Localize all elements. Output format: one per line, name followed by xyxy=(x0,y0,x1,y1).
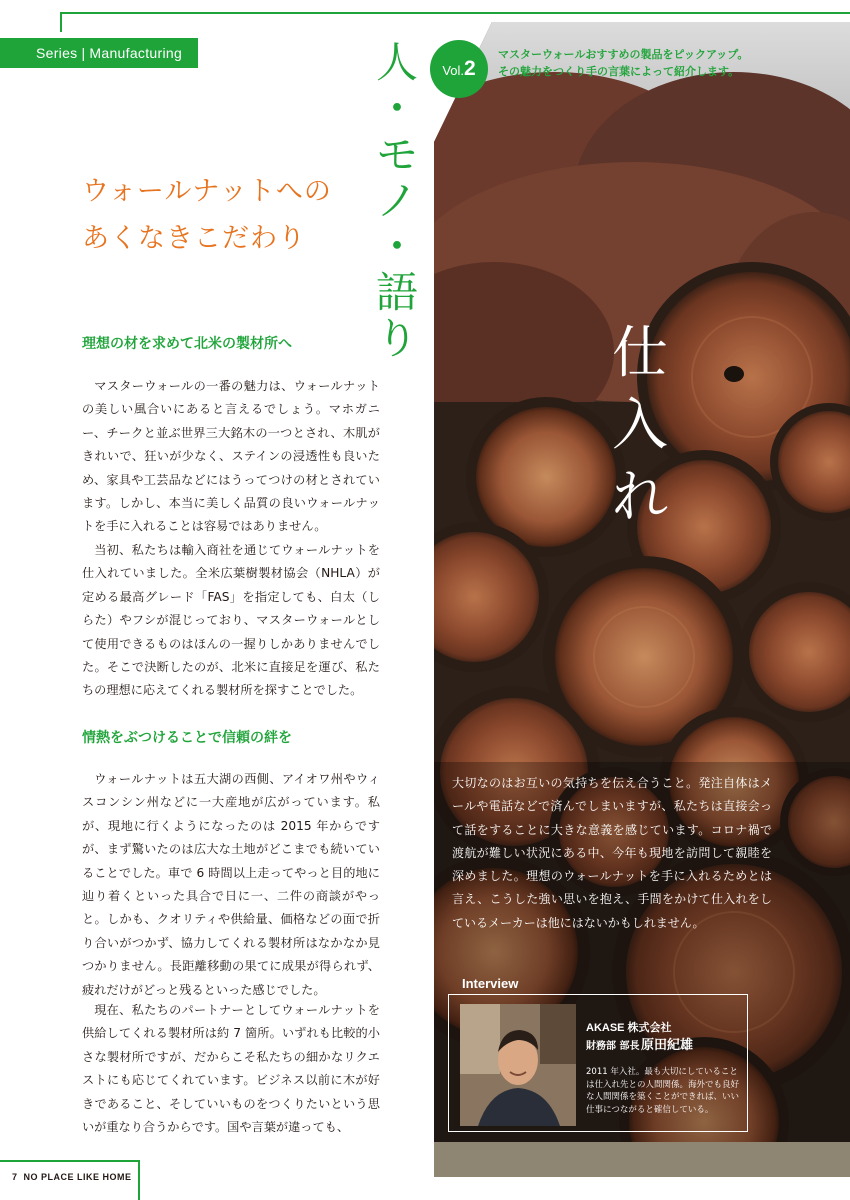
body-paragraph: マスターウォールの一番の魅力は、ウォールナットの美しい風合いにあると言えるでしょう。マホガニー、チークと並ぶ世界三大銘木の一つとされ、木肌がきれいで、狂いが少なく、ステインの浸透性も良いため、家具や工芸品などにはうってつけの材とされています。しかし、本当に美しく品質の良いウォールナットを手に入れることは容易ではありません。 xyxy=(82,379,380,534)
magazine-name: NO PLACE LIKE HOME xyxy=(23,1172,132,1182)
frame-line-bottom-vertical xyxy=(138,1160,140,1200)
section-heading: 理想の材を求めて北米の製材所へ xyxy=(82,336,292,352)
interview-label: Interview xyxy=(462,976,519,991)
body-paragraph: ウォールナットは五大湖の西側、アイオワ州やウィスコンシン州などに一大産地が広がっています。私が、現地に行くようになったのは 2015 年からですが、まず驚いたのは広大な土地がどこまでも続いていることでした。車で 6 時間以上走ってやっと目的地に辿り着くといった具合で日に一、二件の商談がやっと。しかも、クオリティや供給量、価格などの面で折り合いがつかず、協力してくれる製材所はなかなか見つかりません。長距離移動の果てに成果が得られず、疲れだけがどっと残るといった感じでした。 xyxy=(82,772,380,997)
frame-line-bottom xyxy=(0,1160,140,1162)
body-paragraph: 当初、私たちは輸入商社を通じてウォールナットを仕入れていました。全米広葉樹製材協会（NHLA）が定める最高グレード「FAS」を指定しても、白太（しらた）やフシが混じっており、マスターウォールとして使用できるものはほんの一握りしかありませんでした。そこで決断したのが、北米に直接足を運び、私たちの理想に応えてくれる製材所を探すことでした。 xyxy=(82,543,380,698)
interviewee-company: AKASE 株式会社 xyxy=(586,1022,672,1034)
page-number: 7 xyxy=(12,1172,18,1182)
page-footer xyxy=(12,1172,132,1182)
series-tab: Series | Manufacturing xyxy=(0,38,198,68)
volume-badge: Vol.2 xyxy=(430,40,488,98)
interviewee-portrait xyxy=(460,1004,576,1126)
article-headline: ウォールナットへの あくなきこだわり xyxy=(82,176,332,254)
interviewee-title: 財務部 部長 xyxy=(586,1041,640,1052)
series-category: Manufacturing xyxy=(89,45,183,61)
overlay-title: 仕 入 れ xyxy=(612,321,668,530)
vertical-title: 人 ・ モ ノ ・ 語 り xyxy=(375,38,418,363)
frame-line-left xyxy=(60,12,62,32)
frame-line-top xyxy=(60,12,850,14)
overlay-paragraph: 大切なのはお互いの気持ちを伝え合うこと。発注自体はメールや電話などで済んでしまいますが、私たちは直接会って話をすることに大きな意義を感じています。コロナ禍で渡航が難しい状況にある中、今年も現地を訪問して親睦を深めました。理想のウォールナットを手に入れるためとは言え、こうした強い思いを抱え、手間をかけて仕入れをしているメーカーは他にはないかもしれません。 xyxy=(452,776,772,930)
interviewee-profile: 2011 年入社。最も大切にしていることは仕入れ先との人間関係。海外でも良好な人間関係を築くことができれば、いい仕事につながると確信している。 xyxy=(586,1067,740,1115)
body-paragraph: 現在、私たちのパートナーとしてウォールナットを供給してくれる製材所は約 7 箇所。いずれも比較的小さな製材所ですが、だからこそ私たちの細かなリクエストにも応じてくれています。ビジネス以前に木が好きであること、そしていいものをつくりたいという思いが重なり合うからです。国や言葉が違っても、 xyxy=(82,1003,380,1135)
series-label: Series xyxy=(36,45,78,61)
interviewee-name: 原田紀雄 xyxy=(641,1038,694,1053)
series-intro: マスターウォールおすすめの製品をピックアップ。 その魅力をつくり手の言葉によって紹介します。 xyxy=(498,48,749,78)
section-heading: 情熱をぶつけることで信頼の絆を xyxy=(82,730,292,746)
